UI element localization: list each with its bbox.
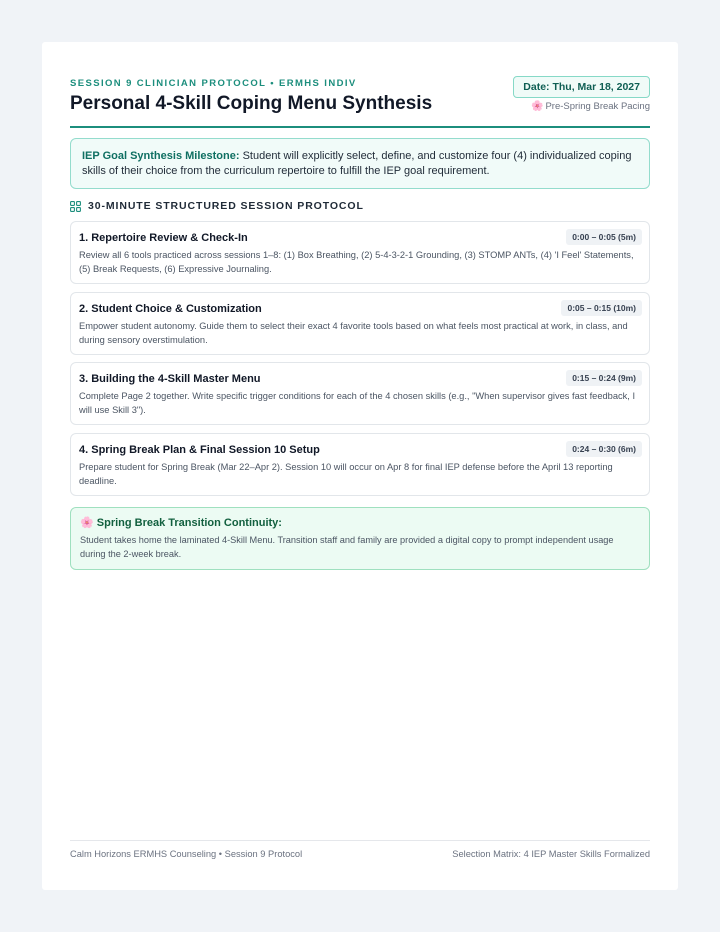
- footer-right: Selection Matrix: 4 IEP Master Skills Formalized: [452, 849, 650, 859]
- protocol-step: [70, 292, 650, 355]
- step-description: Empower student autonomy. Guide them to select their exact 4 favorite tools based on what feels most practical at work, in class, and during sensory overstimulation.: [79, 321, 628, 345]
- step-title: 1. Repertoire Review & Check-In: [79, 232, 248, 244]
- transition-callout: [70, 507, 650, 570]
- step-title: 4. Spring Break Plan & Final Session 10 Setup: [79, 444, 320, 456]
- pacing-label: Pre-Spring Break Pacing: [545, 101, 650, 112]
- date-badge: Date: Thu, Mar 18, 2027: [513, 76, 650, 98]
- protocol-step: [70, 362, 650, 425]
- transition-title: Spring Break Transition Continuity:: [96, 517, 282, 529]
- grid-icon: [70, 201, 81, 212]
- cherry-blossom-icon: 🌸: [80, 517, 94, 529]
- iep-goal-callout: [70, 138, 650, 189]
- step-title: 3. Building the 4-Skill Master Menu: [79, 373, 261, 385]
- step-time-badge: 0:15 – 0:24 (9m): [566, 370, 642, 386]
- session-eyebrow: SESSION 9 CLINICIAN PROTOCOL • ERMHS INDIV: [70, 78, 357, 89]
- pacing-note: [531, 101, 650, 112]
- footer-left: Calm Horizons ERMHS Counseling • Session 9 Protocol: [70, 849, 303, 859]
- protocol-step: [70, 221, 650, 284]
- step-description: Review all 6 tools practiced across sessions 1–8: (1) Box Breathing, (2) 5-4-3-2-1 Grounding, (3) STOMP ANTs, (4) 'I Feel' Statements, (5) Break Requests, (6) Expressive Journaling.: [79, 250, 634, 274]
- goal-label: IEP Goal Synthesis Milestone:: [82, 150, 240, 162]
- step-time-badge: 0:24 – 0:30 (6m): [566, 441, 642, 457]
- page-header: [70, 76, 650, 128]
- section-title: 30-MINUTE STRUCTURED SESSION PROTOCOL: [88, 200, 364, 212]
- transition-heading: [80, 516, 640, 531]
- goal-text: Student will explicitly select, define, and customize four (4) individualized coping skills of their choice from the curriculum repertoire to fulfill the IEP goal requirement.: [82, 150, 632, 177]
- step-time-badge: 0:00 – 0:05 (5m): [566, 229, 642, 245]
- step-title: 2. Student Choice & Customization: [79, 303, 262, 315]
- page-title: Personal 4-Skill Coping Menu Synthesis: [70, 93, 433, 114]
- step-description: Prepare student for Spring Break (Mar 22–Apr 2). Session 10 will occur on Apr 8 for final IEP defense before the April 13 reporting deadline.: [79, 462, 613, 486]
- protocol-step: [70, 433, 650, 496]
- step-description: Complete Page 2 together. Write specific trigger conditions for each of the 4 chosen skills (e.g., "When supervisor gives fast feedback, I will use Skill 3").: [79, 391, 636, 415]
- transition-description: Student takes home the laminated 4-Skill Menu. Transition staff and family are provided a digital copy to prompt independent usage during the 2-week break.: [80, 535, 614, 559]
- protocol-page: [42, 42, 678, 890]
- step-time-badge: 0:05 – 0:15 (10m): [561, 300, 642, 316]
- page-footer: [70, 840, 650, 859]
- protocol-section-header: [70, 199, 364, 213]
- cherry-blossom-icon: 🌸: [530, 101, 544, 112]
